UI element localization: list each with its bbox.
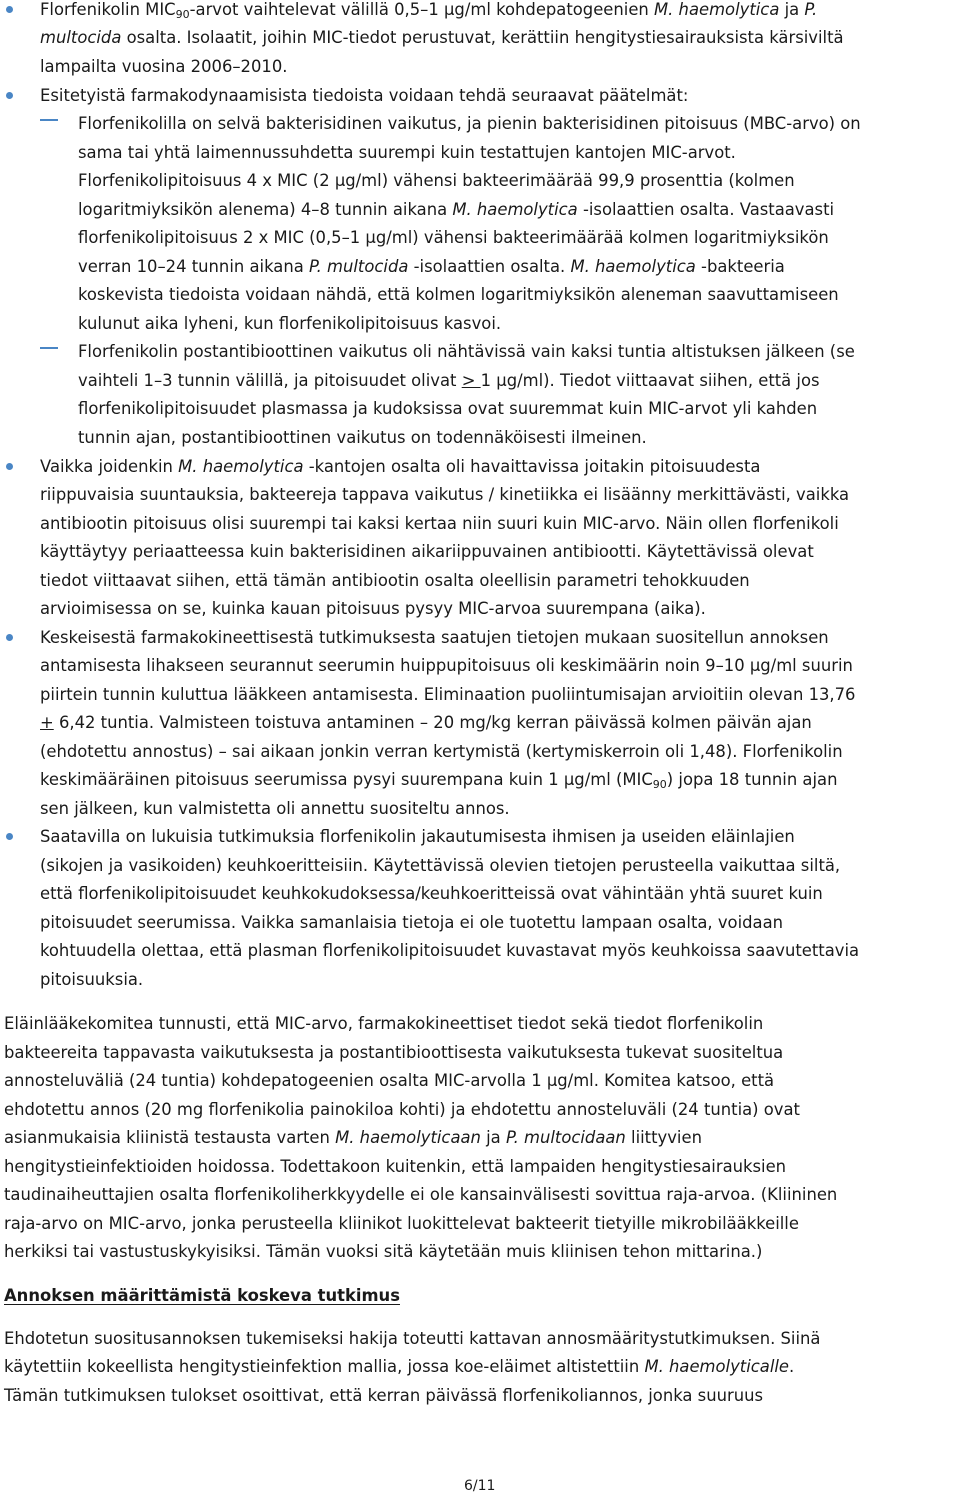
text-line: florfenikolipitoisuus 2 x MIC (0,5–1 µg/ml) vähensi bakteerimäärää kolmen logaritmiyksikön <box>78 228 829 247</box>
text-line: Vaikka joidenkin M. haemolytica -kantojen osalta oli havaittavissa joitakin pitoisuudesta <box>40 457 761 476</box>
text-line: + 6,42 tuntia. Valmisteen toistuva antaminen – 20 mg/kg kerran päivässä kolmen päivän ajan <box>40 713 812 732</box>
text-line: bakteereita tappavasta vaikutuksesta ja postantibioottisesta vaikutuksesta tukevat suositeltua <box>4 1043 784 1062</box>
text-line: koskevista tiedoista voidaan nähdä, että kolmen logaritmiyksikön aleneman saavuttamiseen <box>78 285 839 304</box>
bullet-marker <box>6 6 13 13</box>
text-line: lampailta vuosina 2006–2010. <box>40 57 288 76</box>
text-line: vaihteli 1–3 tunnin välillä, ja pitoisuudet olivat > 1 µg/ml). Tiedot viittaavat siihen, että jos <box>78 371 820 390</box>
text-line: florfenikolipitoisuudet plasmassa ja kudoksissa ovat suuremmat kuin MIC-arvot yli kahden <box>78 399 818 418</box>
text-line: tunnin ajan, postantibioottinen vaikutus on todennäköisesti ilmeinen. <box>78 428 647 447</box>
text-line: (ehdotettu annostus) – sai aikaan jonkin verran kertymistä (kertymiskerroin oli 1,48). Florfenikolin <box>40 742 843 761</box>
text-line: Florfenikolin postantibioottinen vaikutus oli nähtävissä vain kaksi tuntia altistuksen jälkeen (se <box>78 342 855 361</box>
text-line: piirtein tunnin kuluttua lääkkeen antamisesta. Eliminaation puoliintumisajan arvioitiin olevan 13,76 <box>40 685 856 704</box>
text-line: pitoisuuksia. <box>40 970 144 989</box>
text-line: Eläinlääkekomitea tunnusti, että MIC-arvo, farmakokineettiset tiedot sekä tiedot florfenikolin <box>4 1014 764 1033</box>
text-line: asianmukaisia kliinistä testausta varten M. haemolyticaan ja P. multocidaan liittyvien <box>4 1128 702 1147</box>
text-line: taudinaiheuttajien osalta florfenikoliherkkyydelle ei ole kansainvälisesti sovittua raja-arvoa. (Kliininen <box>4 1185 838 1204</box>
text-line: hengitystieinfektioiden hoidossa. Todettakoon kuitenkin, että lampaiden hengitystiesairauksien <box>4 1157 787 1176</box>
text-line: multocida osalta. Isolaatit, joihin MIC-tiedot perustuvat, kerättiin hengitystiesairauksista kärsiviltä <box>40 28 844 47</box>
text-line: kohtuudella olettaa, että plasman florfenikolipitoisuudet kuvastavat myös keuhkoissa saavutettavia <box>40 941 860 960</box>
text-line: verran 10–24 tunnin aikana P. multocida -isolaattien osalta. M. haemolytica -bakteeria <box>78 257 785 276</box>
text-line: sama tai yhtä laimennussuhdetta suurempi kuin testattujen kantojen MIC-arvot. <box>78 143 736 162</box>
text-line: että florfenikolipitoisuudet keuhkokudoksessa/keuhkoeritteissä ovat vähintään yhtä suuret kuin <box>40 884 823 903</box>
text-line: sen jälkeen, kun valmistetta oli annettu suositeltu annos. <box>40 799 510 818</box>
bullet-marker <box>6 463 13 470</box>
text-line: Tämän tutkimuksen tulokset osoittivat, että kerran päivässä florfenikoliannos, jonka suuruus <box>4 1386 764 1405</box>
text-line: Florfenikolilla on selvä bakterisidinen vaikutus, ja pienin bakterisidinen pitoisuus (MBC-arvo) on <box>78 114 861 133</box>
text-line: logaritmiyksikön alenema) 4–8 tunnin aikana M. haemolytica -isolaattien osalta. Vastaavasti <box>78 200 835 219</box>
dash-marker <box>40 347 58 349</box>
text-line: arvioimisessa on se, kuinka kauan pitoisuus pysyy MIC-arvoa suurempana (aika). <box>40 599 706 618</box>
text-line: raja-arvo on MIC-arvo, jonka perusteella kliinikot luokittelevat bakteerit tietyille mikrobilääkkeille <box>4 1214 799 1233</box>
text-line: Florfenikolin $MIC_{90}$-arvot vaihtelevat välillä 0,5–1 µg/ml kohdepatogeenien M. haemolytica ja P. <box>40 0 818 21</box>
bullet-marker <box>6 833 13 840</box>
dash-marker <box>40 119 58 121</box>
text-line: annosteluväliä (24 tuntia) kohdepatogeenien osalta MIC-arvolla 1 µg/ml. Komitea katsoo, että <box>4 1071 775 1090</box>
text-line: antamisesta lihakseen seurannut seerumin huippupitoisuus oli keskimäärin noin 9–10 µg/ml suurin <box>40 656 853 675</box>
text-line: pitoisuudet seerumissa. Vaikka samanlaisia tietoja ei ole tuotettu lampaan osalta, voidaan <box>40 913 784 932</box>
text-line: Ehdotetun suositusannoksen tukemiseksi hakija toteutti kattavan annosmääritystutkimuksen. Siinä <box>4 1329 821 1348</box>
text-line: riippuvaisia suuntauksia, bakteereja tappava vaikutus / kinetiikka ei lisäänny merkittävästi, vaikka <box>40 485 850 504</box>
page-number: 6/11 <box>464 1478 496 1494</box>
text-line: käytettiin kokeellista hengitystieinfektion mallia, jossa koe-eläimet altistettiin M. haemolyticalle. <box>4 1357 795 1376</box>
bullet-marker <box>6 92 13 99</box>
text-line: Esitetyistä farmakodynaamisista tiedoista voidaan tehdä seuraavat päätelmät: <box>40 86 689 105</box>
text-line: herkiksi tai vastustuskykyisiksi. Tämän vuoksi sitä käytetään muis kliinisen tehon mittarina.) <box>4 1242 763 1261</box>
text-line: (sikojen ja vasikoiden) keuhkoeritteisiin. Käytettävissä olevien tietojen perusteella vaikuttaa siltä, <box>40 856 841 875</box>
text-line: Saatavilla on lukuisia tutkimuksia florfenikolin jakautumisesta ihmisen ja useiden eläinlajien <box>40 827 795 846</box>
text-line: Florfenikolipitoisuus 4 x MIC (2 µg/ml) vähensi bakteerimäärää 99,9 prosenttia (kolmen <box>78 171 795 190</box>
text-line: antibiootin pitoisuus olisi suurempi tai kaksi kertaa niin suuri kuin MIC-arvo. Näin ollen florfenikoli <box>40 514 839 533</box>
text-line: keskimääräinen pitoisuus seerumissa pysyi suurempana kuin 1 µg/ml $(MIC_{90})$ jopa 18 tunnin ajan <box>40 770 838 791</box>
text-line: käyttäytyy periaatteessa kuin bakterisidinen aikariippuvainen antibiootti. Käytettävissä olevat <box>40 542 814 561</box>
text-line: ehdotettu annos (20 mg florfenikolia painokiloa kohti) ja ehdotettu annosteluväli (24 tuntia) ovat <box>4 1100 800 1119</box>
bullet-marker <box>6 634 13 641</box>
text-line: kulunut aika lyheni, kun florfenikolipitoisuus kasvoi. <box>78 314 502 333</box>
text-line: tiedot viittaavat siihen, että tämän antibiootin osalta oleellisin parametri tehokkuuden <box>40 571 750 590</box>
text-line: Keskeisestä farmakokineettisestä tutkimuksesta saatujen tietojen mukaan suositellun annoksen <box>40 628 829 647</box>
section-heading: Annoksen määrittämistä koskeva tutkimus <box>4 1286 400 1305</box>
